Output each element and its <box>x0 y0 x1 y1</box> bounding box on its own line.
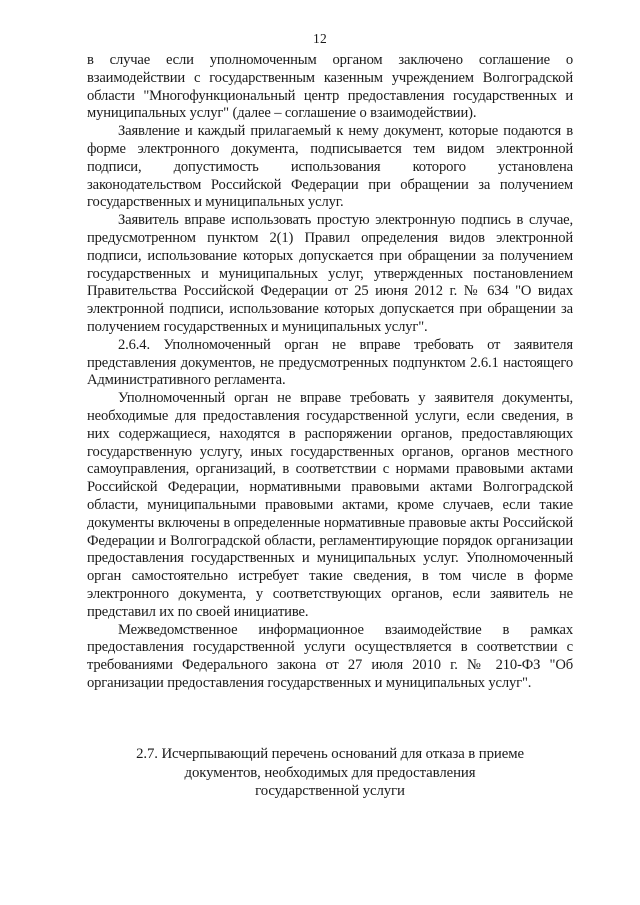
section-heading-line: документов, необходимых для предоставления <box>184 764 476 781</box>
paragraph-interagency-interaction: Межведомственное информационное взаимодействие в рамках предоставления государственной услуги осуществляется в соответствии с требованиями Федерального закона от 27 июля 2010 г. № 210-ФЗ "Об организации предоставления государственных и муниципальных услуг". <box>87 621 573 691</box>
paragraph-documents-restriction: Уполномоченный орган не вправе требовать у заявителя документы, необходимые для предоставления государственной услуги, если сведения, в них содержащиеся, находятся в распоряжении органов, предоставляющих государственную услугу, иных государственных органов, органов местного самоуправления, организаций, в соответствии с нормами правовыми актами Российской Федерации, нормативными правовыми актами Волгоградской области, муниципальными правовыми актами, кроме случаев, если такие документы включены в определенные нормативные правовые акты Российской Федерации и Волгоградской области, регламентирующие порядок организации предоставления государственных и муниципальных услуг. Уполномоченный орган самостоятельно истребует такие сведения, в том числе в форме электронного документа, у соответствующих органов, если заявитель не представил их по своей инициативе. <box>87 390 573 620</box>
paragraph-2-6-4: 2.6.4. Уполномоченный орган не вправе требовать от заявителя представления документов, не предусмотренных подпунктом 2.6.1 настоящего Административного регламента. <box>87 336 573 389</box>
paragraph-agreement-clause: в случае если уполномоченным органом заключено соглашение о взаимодействии с государственным казенным учреждением Волгоградской области "Многофункциональный центр предоставления государственных и муниципальных услуг" (далее – соглашение о взаимодействии). <box>87 52 573 122</box>
body-text <box>87 52 573 693</box>
section-heading-2-7 <box>87 745 573 801</box>
paragraph-simple-signature: Заявитель вправе использовать простую электронную подпись в случае, предусмотренном пунктом 2(1) Правил определения видов электронной подписи, использование которых допускается при обращении за получением государственных и муниципальных услуг, утвержденных постановлением Правительства Российской Федерации от 25 июня 2012 г. № 634 "О видах электронной подписи, использование которых допускается при обращении за получением государственных и муниципальных услуг". <box>87 212 573 335</box>
page-number: 12 <box>312 31 328 46</box>
section-heading-line: государственной услуги <box>255 783 405 799</box>
section-heading-line: 2.7. Исчерпывающий перечень оснований для отказа в приеме <box>136 746 524 762</box>
paragraph-electronic-signature: Заявление и каждый прилагаемый к нему документ, которые подаются в форме электронного документа, подписывается тем видом электронной подписи, допустимость использования которого установлена законодательством Российской Федерации при обращении за получением государственных и муниципальных услуг. <box>87 123 573 211</box>
